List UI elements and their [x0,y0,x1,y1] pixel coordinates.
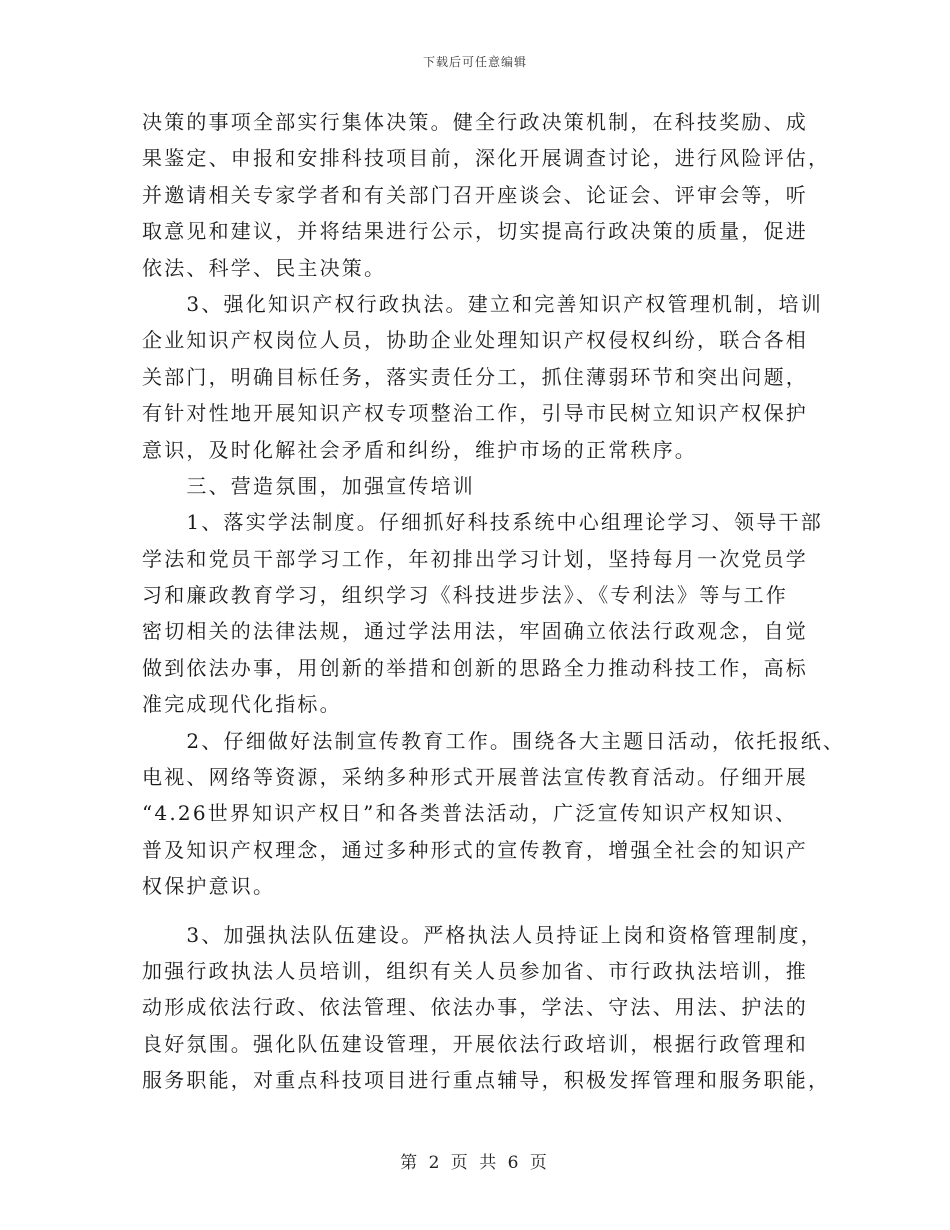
text-line: 决策的事项全部实行集体决策。健全行政决策机制，在科技奖励、成 [142,110,808,134]
text-line: 加强行政执法人员培训，组织有关人员参加省、市行政执法培训，推 [142,958,808,983]
text-line: 关部门，明确目标任务，落实责任分工，抓住薄弱环节和突出问题， [142,364,808,389]
text-line: 权保护意识。 [142,874,276,899]
text-line: 普及知识产权理念，通过多种形式的宣传教育，增强全社会的知识产 [142,837,808,862]
text-line: 动形成依法行政、依法管理、依法办事，学法、守法、用法、护法的 [142,995,808,1020]
text-line: 企业知识产权岗位人员，协助企业处理知识产权侵权纠纷，联合各相 [142,328,808,353]
section-heading: 三、营造氛围，加强宣传培训 [142,473,475,498]
text-line: 3、加强执法队伍建设。严格执法人员持证上岗和资格管理制度， [142,922,823,947]
text-line: 习和廉政教育学习，组织学习《科技进步法》、《专利法》等与工作 [142,583,788,608]
text-line: 3、强化知识产权行政执法。建立和完善知识产权管理机制，培训 [142,291,823,316]
text-line: 做到依法办事，用创新的举措和创新的思路全力推动科技工作，高标 [142,655,808,680]
text-line: 准完成现代化指标。 [142,692,342,717]
text-line: 取意见和建议，并将结果进行公示，切实提高行政决策的质量，促进 [142,219,808,244]
text-line: 服务职能，对重点科技项目进行重点辅导，积极发挥管理和服务职能， [142,1068,831,1093]
text-line: “4.26世界知识产权日”和各类普法活动，广泛宣传知识产权知识、 [142,801,798,826]
text-line: 果鉴定、申报和安排科技项目前，深化开展调查讨论，进行风险评估， [142,146,831,171]
text-line: 有针对性地开展知识产权专项整治工作，引导市民树立知识产权保护 [142,401,808,426]
text-line: 并邀请相关专家学者和有关部门召开座谈会、论证会、评审会等，听 [142,182,808,207]
page-number: 第 2 页 共 6 页 [400,1153,550,1173]
text-line: 学法和党员干部学习工作，年初排出学习计划，坚持每月一次党员学 [142,546,808,571]
text-line: 2、仔细做好法制宣传教育工作。围绕各大主题日活动，依托报纸、 [142,728,846,753]
text-line: 意识，及时化解社会矛盾和纠纷，维护市场的正常秩序。 [142,437,697,462]
text-line: 1、落实学法制度。仔细抓好科技系统中心组理论学习、领导干部 [142,510,823,535]
text-line: 依法、科学、民主决策。 [142,255,387,280]
paragraph-gap [142,905,832,917]
text-line: 良好氛围。强化队伍建设管理，开展依法行政培训，根据行政管理和 [142,1031,808,1056]
text-line: 密切相关的法律法规，通过学法用法，牢固确立依法行政观念，自觉 [142,619,808,644]
text-line: 电视、网络等资源，采纳多种形式开展普法宣传教育活动。仔细开展 [142,765,808,790]
document-body [142,104,846,1099]
header-note: 下载后可任意编辑 [422,55,527,69]
